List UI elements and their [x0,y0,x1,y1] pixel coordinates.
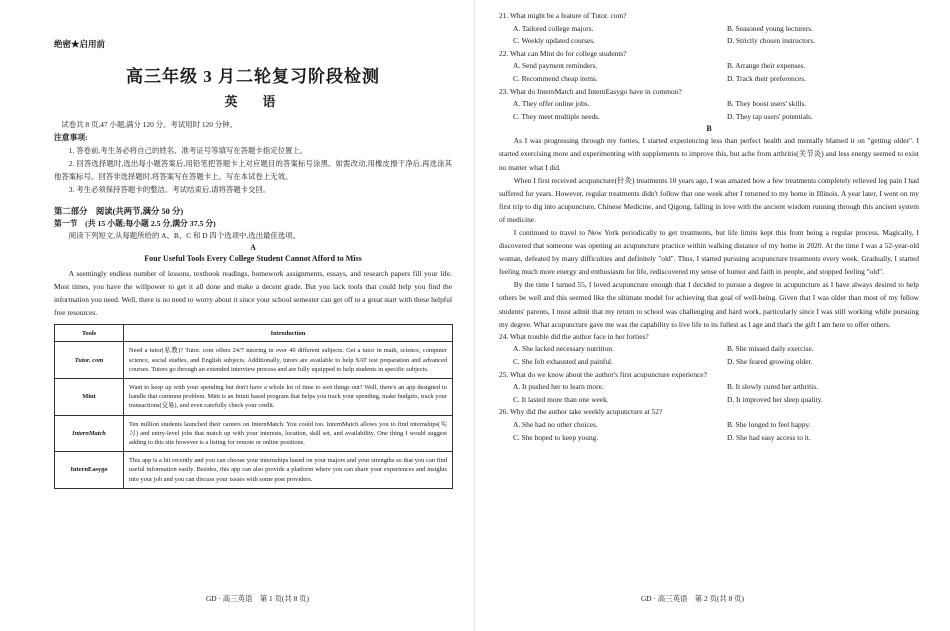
option-d[interactable]: D. Track their preferences. [727,73,807,83]
subject-title: 英 语 [224,94,282,109]
tool-name: InternEasygo [55,452,124,489]
passage-paragraph: As I was progressing through my forties, I started experiencing less than perfect health and mentally blamed it on "getting older". I started exercising more and experimenting with supplements to improve this, but ache from arthritis(关节炎) and less energy seemed to exist no matter what I did. [499,136,919,172]
option-b[interactable]: B. They boost users' skills. [727,99,807,109]
notice-item: 2. 回答选择题时,选出每小题答案后,用铅笔把答题卡上对应题目的答案标号涂黑。如需改动,用橡皮擦干净后,再选涂其他答案标号。回答非选择题时,将答案写在答题卡上。写在本试卷上无效。 [54,159,452,181]
option-a[interactable]: A. She lacked necessary nutrition. [513,344,614,354]
question-22 [499,48,919,86]
passage-paragraph: By the time I turned 55, I loved acupuncture enough that I decided to pursue a degree in acupuncture as I have always desired to help others be well and this seemed like the ultimate model for achieving that goal of well-being. Given that I was older than most of my fellow students' parents, I must admit that my return to school was challenging and hard work, particularly since I was still working while pursuing my degree. What acupuncture gave me was the capability to live life to its fullest as I age and that's the gift I am here to offer others. [499,280,919,329]
question-stem: 24. What trouble did the author face in her forties? [499,331,649,341]
table-header-row [55,325,453,342]
option-d[interactable]: D. It improved her sleep quality. [727,394,823,404]
tool-intro: Ten million students launched their careers on InternMatch. You could too. InternMatch allows you to find internships(实习) and entry-level jobs that match up with your interests, location, skill set, and availability. One thing I would suggest adding to this site however is a listing for remote or online positions. [124,415,453,452]
passage-letter: A [250,243,256,252]
option-c[interactable]: C. It lasted more than one week. [513,394,609,404]
passage-letter: B [706,124,712,134]
question-stem: 25. What do we know about the author's first acupuncture experience? [499,369,707,379]
table-row [55,452,453,489]
tool-name: Mint [55,378,124,415]
tools-table [54,324,453,488]
option-b[interactable]: B. She longed to feel happy. [727,419,811,429]
table-row [55,378,453,415]
question-stem: 21. What might be a feature of Tutor. com? [499,11,627,20]
passage-intro: A seemingly endless number of lessons, textbook readings, homework assignments, essays, and research papers fill your life. Most times, you have the willpower to get it all done and make a decent grade. But you lack tools that could help you find the information you need. Well, there is no need to worry about it since your school semester can get off to a great start with these helpful free resources. [54,269,452,318]
question-stem: 22. What can Mint do for college students? [499,48,627,58]
notice-item: 3. 考生必须保持答题卡的整洁。考试结束后,请将答题卡交回。 [68,185,271,194]
tool-intro: This app is a hit recently and you can choose your internships based on your majors and your strengths so that you can find useful information easily. Besides, this app can also provide a platform where you can share your experiences and insights into your job and you can discuss your issues with some post providers. [124,452,453,489]
notice-title: 注意事项: [54,133,88,142]
table-header: Introduction [124,325,453,342]
question-26 [499,406,919,444]
option-c[interactable]: C. Weekly updated courses. [513,36,595,46]
option-c[interactable]: C. She hoped to keep young. [513,432,599,442]
option-a[interactable]: A. She had no other choices. [513,419,598,429]
part-title: 第二部分 阅读(共两节,满分 50 分) [54,207,184,216]
notice-item: 1. 答卷前,考生务必将自己的姓名、准考证号等填写在答题卡指定位置上。 [68,146,308,155]
question-21 [499,10,919,48]
question-stem: 26. Why did the author take weekly acupuncture at 52? [499,407,663,417]
option-a[interactable]: A. Send payment reminders. [513,61,598,71]
option-b[interactable]: B. It slowly cured her arthritis. [727,382,818,392]
option-a[interactable]: A. They offer online jobs. [513,99,590,109]
confidential-label: 绝密★启用前 [54,39,106,49]
page-1-content [54,38,452,489]
option-a[interactable]: A. Tailored college majors. [513,23,594,33]
table-header: Tools [55,325,124,342]
exam-info: 试卷共 8 页,47 小题,满分 120 分。考试用时 120 分钟。 [61,120,237,129]
passage-paragraph: I continued to travel to New York periodically to get treatments, but life limits kept this from being a regular process. Magically, I discovered that someone was opening an acupuncture practice within walking distance of my home in 2020. At the time I was a 52-year-old woman, defeated by many difficulties and definitely "old". Thus, I started pursuing acupuncture treatments every week. Gradually, I started feeling much more energy and enthusiasm for life, rediscovered my sense of humor and faith in people, and stopped feeling "old". [499,228,919,277]
tool-name: Tutor. com [55,342,124,379]
table-row [55,415,453,452]
option-d[interactable]: D. They tap users' potentials. [727,111,813,121]
passage-title: Four Useful Tools Every College Student Cannot Afford to Miss [144,254,362,263]
option-b[interactable]: B. She missed daily exercise. [727,344,814,354]
exam-page-2 [475,0,950,631]
page-footer: GD · 高三英语 第 1 页(共 8 页) [205,594,310,603]
question-24 [499,331,919,369]
option-a[interactable]: A. It pushed her to learn more. [513,382,604,392]
option-d[interactable]: D. She feared growing older. [727,356,813,366]
page-footer: GD · 高三英语 第 2 页(共 8 页) [640,594,745,603]
tool-name: InternMatch [55,415,124,452]
section-title: 第一节 (共 15 小题;每小题 2.5 分,满分 37.5 分) [54,219,216,228]
question-25 [499,369,919,407]
page-2-content [499,10,919,444]
option-c[interactable]: C. They meet multiple needs. [513,111,600,121]
tool-intro: Need a tutor(私教)? Tutor. com offers 24/7 tutoring in over 40 different subjects. Get a tutor in math, science, computer science, social studies, and English subjects. Additionally, tutors are available to help SAT test preparation and advanced courses. Tutors go through an extended interview process and are fully equipped to help students in specific subjects. [124,342,453,379]
question-23 [499,86,919,124]
option-c[interactable]: C. Recommend cheap items. [513,73,598,83]
tool-intro: Want to keep up with your spending but don't have a whole lot of time to sort things out? Well, there's an app designed to handle that common problem. Mint is an Intuit based program that helps you track your spending, make budgets, track your transactions(交易), and even carefully check your credit. [124,378,453,415]
exam-title: 高三年级 3 月二轮复习阶段检测 [126,67,380,86]
passage-paragraph: When I first received acupuncture(针灸) treatments 10 years ago, I was amazed how a few treatments completely relieved leg pain I had suffered for years. However, regular treatments didn't follow that one week after I returned to my home in Illinois. A year later, I went on my first trip to dig into acupuncture, Chinese Medicine, and Qigong, falling in love with the ancient wisdom running through this ancient system of medicine. [499,175,919,224]
option-d[interactable]: D. Strictly chosen instructors. [727,36,816,46]
option-c[interactable]: C. She felt exhausted and painful. [513,356,613,366]
table-row [55,342,453,379]
option-b[interactable]: B. Seasoned young lecturers. [727,23,813,33]
question-stem: 23. What do InternMatch and InternEasygo have in common? [499,86,682,96]
option-b[interactable]: B. Arrange their expenses. [727,61,806,71]
section-instruction: 阅读下列短文,从每题所给的 A、B、C 和 D 四个选项中,选出最佳选项。 [68,231,300,240]
option-d[interactable]: D. She had easy access to it. [727,432,811,442]
